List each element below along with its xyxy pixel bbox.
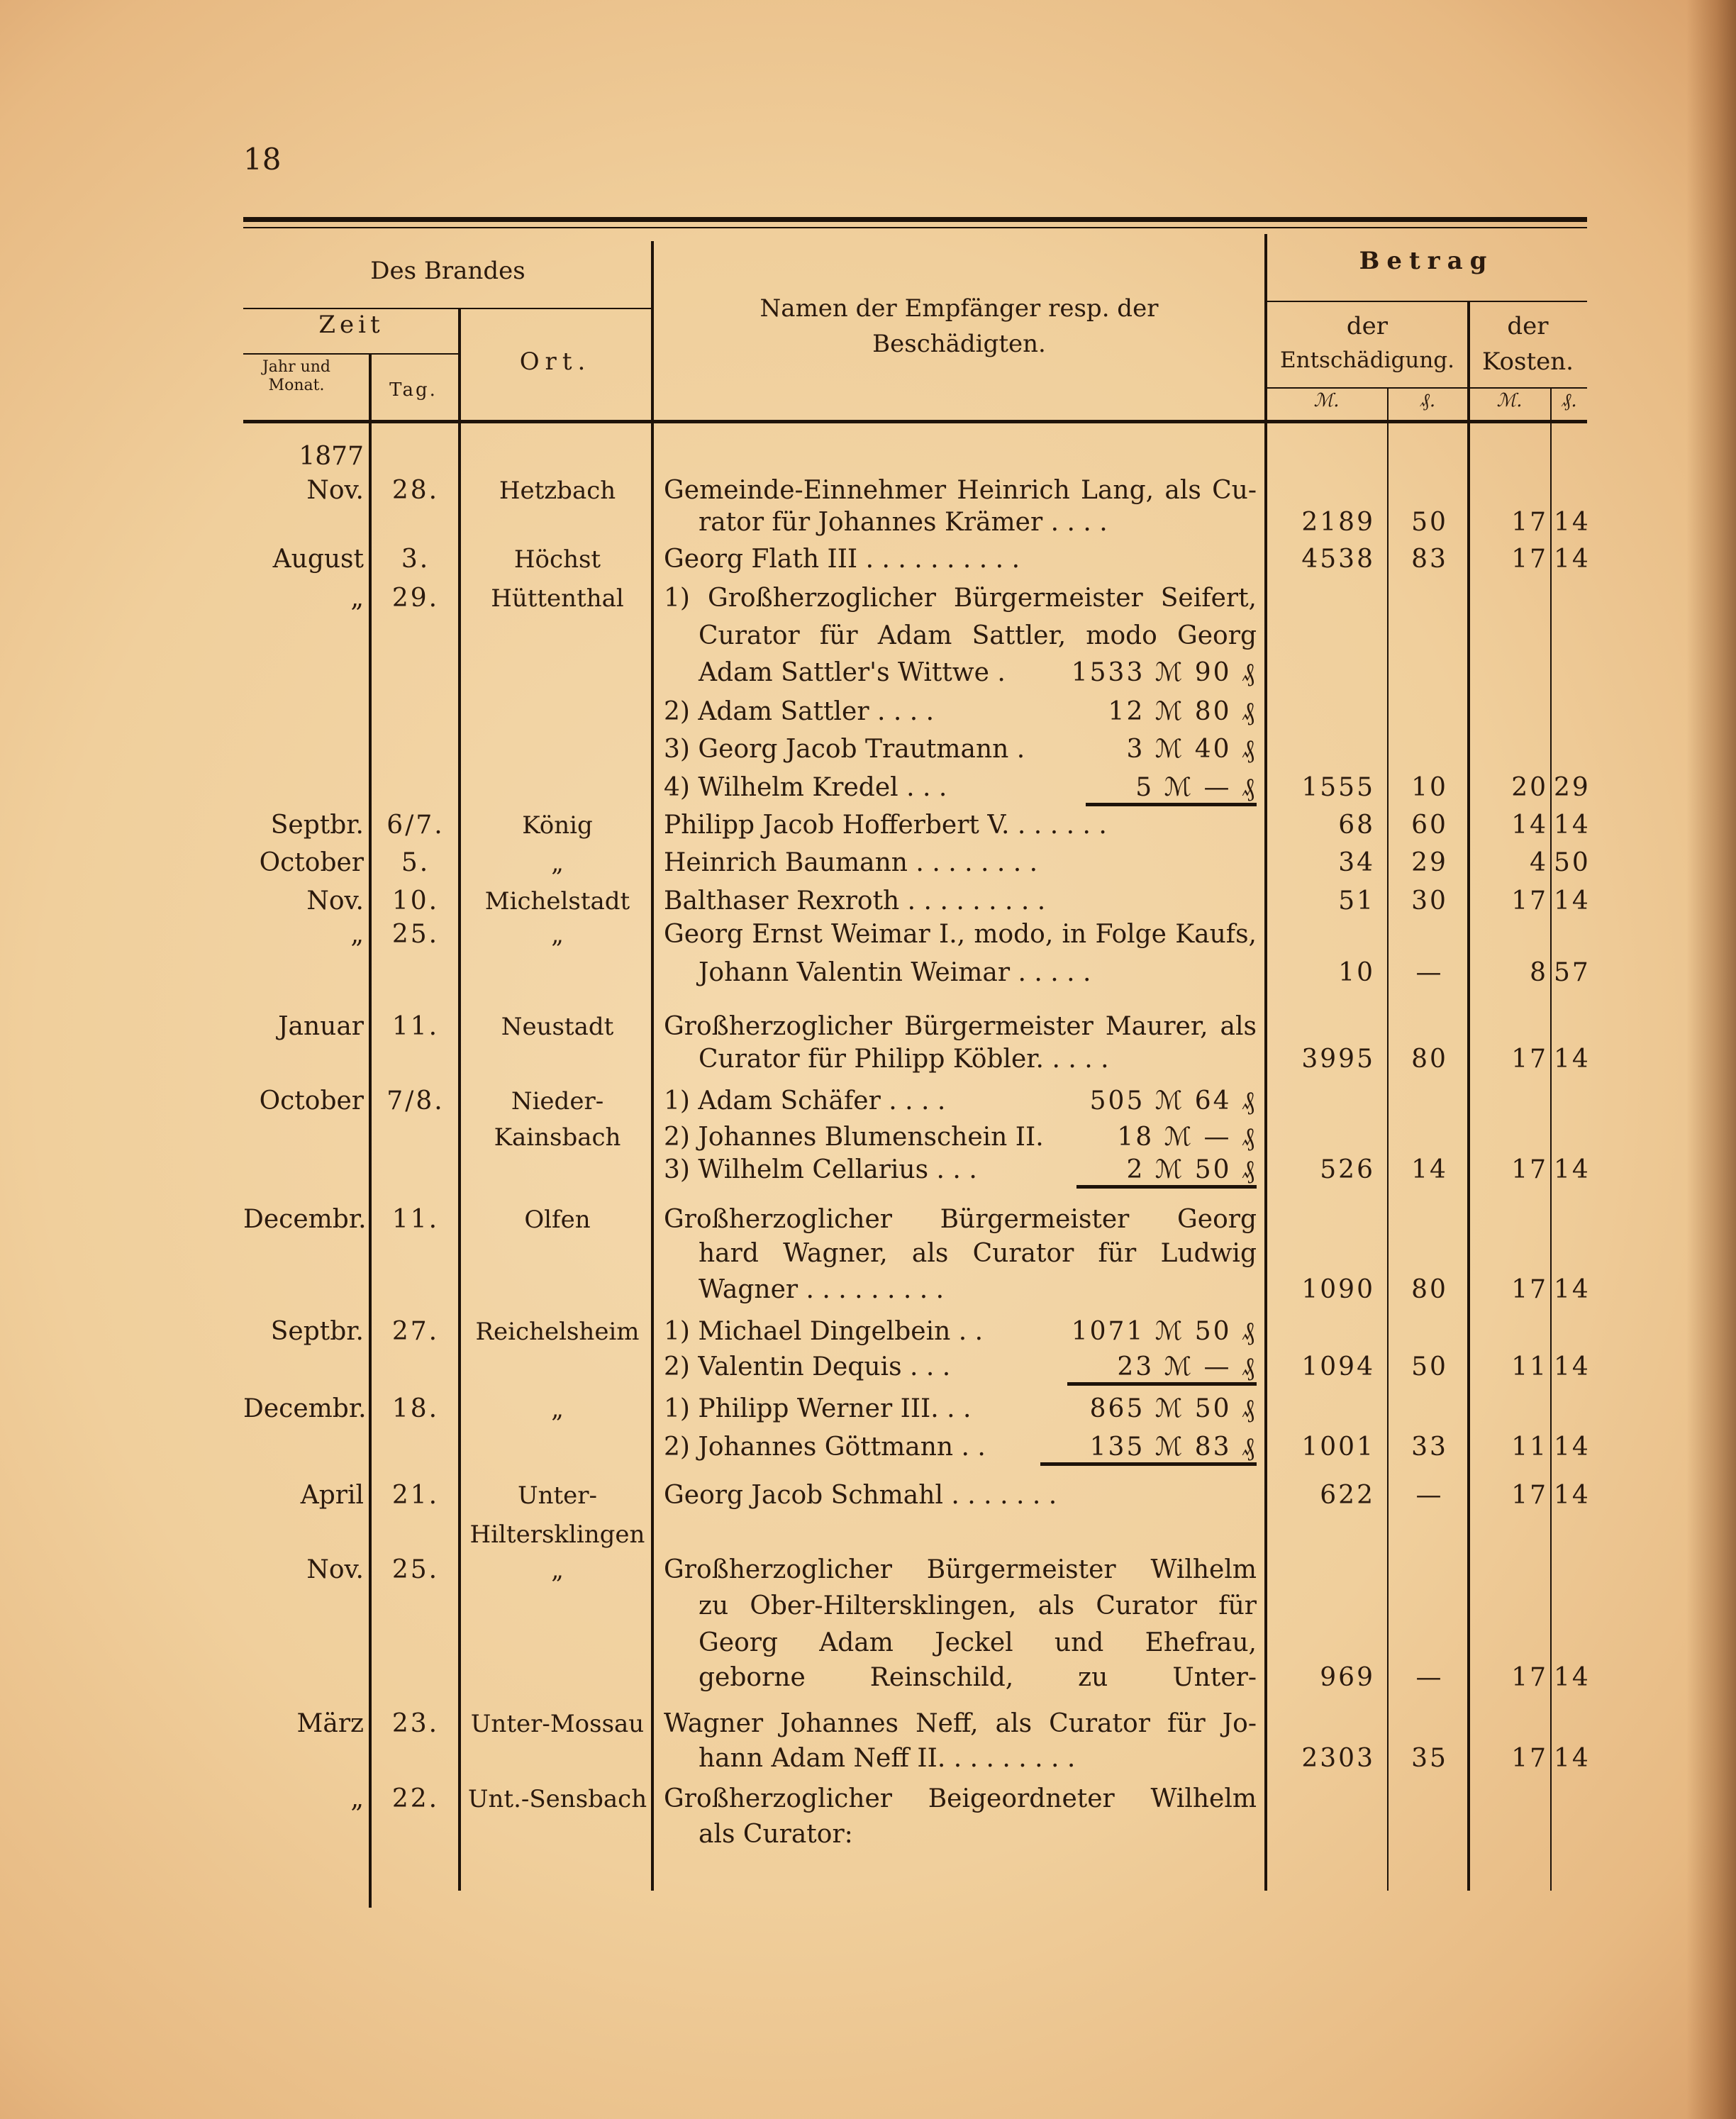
cell-kosten-mark: 17 (1511, 508, 1548, 537)
cell-kosten-pfennig: 14 (1554, 1045, 1591, 1074)
cell-place: Unter-Mossau (470, 1710, 645, 1738)
cell-partial-amount: 23 ℳ — ₰ (1067, 1349, 1257, 1386)
cell-kosten-mark: 4 (1530, 848, 1548, 877)
header-tag: Tag. (389, 379, 438, 401)
cell-entschaedigung-mark: 4538 (1301, 545, 1375, 574)
cell-recipient-name: Adam Sattler's Wittwe . (699, 658, 1006, 687)
cell-month: „ (350, 1784, 364, 1813)
cell-recipient-name: Gemeinde-Einnehmer Heinrich Lang, als Cu- (664, 476, 1257, 505)
cell-day: 28. (391, 476, 440, 505)
cell-place: Hüttenthal (491, 584, 624, 613)
cell-recipient-name: 4) Wilhelm Kredel . . . (664, 773, 947, 802)
header-kosten-mark: ℳ. (1496, 390, 1523, 411)
cell-entschaedigung-mark: 1001 (1301, 1433, 1375, 1462)
cell-day: 5. (401, 848, 430, 877)
cell-place: „ (551, 921, 564, 949)
cell-recipient-name: 3) Wilhelm Cellarius . . . (664, 1155, 977, 1184)
header-entschaedigung: Entschädigung. (1279, 347, 1454, 373)
cell-recipient-name: Johann Valentin Weimar . . . . . (699, 958, 1091, 987)
cell-partial-amount: 18 ℳ — ₰ (1117, 1123, 1257, 1152)
cell-recipient-name: hann Adam Neff II. . . . . . . . . (699, 1744, 1076, 1773)
header-betrag: Betrag (1359, 247, 1494, 275)
header-ent-pf: ₰. (1420, 390, 1436, 411)
cell-recipient-name: Georg Flath III . . . . . . . . . . (664, 545, 1020, 574)
cell-entschaedigung-mark: 1090 (1301, 1275, 1375, 1304)
cell-recipient-name: Georg Ernst Weimar I., modo, in Folge Kaufs, (664, 920, 1257, 949)
cell-kosten-pfennig: 14 (1554, 1433, 1591, 1462)
cell-month: Decembr. (243, 1394, 367, 1423)
cell-partial-amount: 505 ℳ 64 ₰ (1089, 1086, 1257, 1116)
cell-month: März (296, 1709, 364, 1738)
cell-entschaedigung-pfennig: 50 (1411, 1352, 1448, 1381)
cell-entschaedigung-mark: 68 (1338, 811, 1375, 840)
cell-kosten-pfennig: 14 (1554, 811, 1591, 840)
cell-place: Hetzbach (499, 477, 616, 505)
cell-entschaedigung-mark: 526 (1320, 1155, 1375, 1184)
cell-day: 11. (391, 1012, 440, 1041)
cell-kosten-mark: 8 (1530, 958, 1548, 987)
header-des-brandes: Des Brandes (370, 257, 525, 285)
cell-day: 11. (391, 1205, 440, 1234)
cell-place: König (522, 811, 593, 840)
cell-partial-amount: 135 ℳ 83 ₰ (1040, 1429, 1257, 1466)
cell-recipient-name: hard Wagner, als Curator für Ludwig (699, 1239, 1257, 1268)
cell-kosten-mark: 17 (1511, 1155, 1548, 1184)
divider-namen-betrag (1264, 234, 1267, 1891)
cell-entschaedigung-pfennig: 60 (1411, 811, 1448, 840)
cell-place: „ (551, 1556, 564, 1584)
cell-entschaedigung-mark: 51 (1338, 886, 1375, 916)
cell-entschaedigung-mark: 2303 (1301, 1744, 1375, 1773)
cell-partial-amount: 2 ℳ 50 ₰ (1076, 1152, 1257, 1189)
cell-month: „ (350, 584, 364, 613)
cell-month: Nov. (306, 476, 364, 505)
cell-recipient-name: 2) Valentin Dequis . . . (664, 1352, 951, 1381)
cell-partial-amount: 3 ℳ 40 ₰ (1126, 735, 1257, 764)
cell-month: October (259, 1086, 364, 1116)
cell-kosten-pfennig: 14 (1554, 1155, 1591, 1184)
cell-recipient-name: Großherzoglicher Beigeordneter Wilhelm (664, 1784, 1257, 1813)
rule-under-betrag (1266, 301, 1587, 302)
cell-entschaedigung-pfennig: — (1415, 958, 1444, 987)
cell-month: 1877 (299, 442, 364, 471)
cell-recipient-name: 2) Adam Sattler . . . . (664, 697, 935, 726)
cell-month: Nov. (306, 1555, 364, 1584)
divider-kosten-mark-pf (1550, 389, 1552, 1891)
cell-kosten-mark: 17 (1511, 1744, 1548, 1773)
cell-month: April (300, 1481, 364, 1510)
cell-entschaedigung-pfennig: 30 (1411, 886, 1448, 916)
cell-place: Unt.-Sensbach (467, 1785, 647, 1813)
cell-recipient-name: Curator für Adam Sattler, modo Georg (699, 621, 1257, 650)
cell-entschaedigung-pfennig: 80 (1411, 1275, 1448, 1304)
cell-entschaedigung-pfennig: 35 (1411, 1744, 1448, 1773)
cell-recipient-name: 1) Philipp Werner III. . . (664, 1394, 972, 1423)
cell-entschaedigung-pfennig: 50 (1411, 508, 1448, 537)
page-edge-shadow (1686, 0, 1736, 2119)
cell-partial-amount: 12 ℳ 80 ₰ (1108, 697, 1257, 726)
cell-partial-amount: 1071 ℳ 50 ₰ (1071, 1317, 1257, 1346)
cell-entschaedigung-pfennig: 14 (1411, 1155, 1448, 1184)
header-namen-line1: Namen der Empfänger resp. der (760, 294, 1159, 323)
cell-entschaedigung-pfennig: — (1415, 1663, 1444, 1692)
header-der-entschaedigung: der (1346, 312, 1389, 340)
cell-kosten-mark: 17 (1511, 1481, 1548, 1510)
cell-month: Septbr. (270, 1317, 364, 1346)
cell-entschaedigung-pfennig: 33 (1411, 1433, 1448, 1462)
cell-kosten-pfennig: 14 (1554, 1481, 1591, 1510)
cell-place: Kainsbach (494, 1123, 621, 1152)
cell-entschaedigung-pfennig: 10 (1411, 773, 1448, 802)
cell-entschaedigung-mark: 1555 (1301, 773, 1375, 802)
header-jahr-monat: Jahr und Monat. (262, 358, 331, 394)
cell-recipient-name: 2) Johannes Göttmann . . (664, 1433, 986, 1462)
cell-kosten-pfennig: 29 (1554, 773, 1591, 802)
cell-kosten-mark: 17 (1511, 886, 1548, 916)
rule-under-zeit (243, 353, 460, 355)
cell-recipient-name: Georg Adam Jeckel und Ehefrau, (699, 1628, 1257, 1657)
cell-place: Olfen (524, 1206, 591, 1234)
cell-kosten-mark: 17 (1511, 1275, 1548, 1304)
cell-kosten-pfennig: 14 (1554, 886, 1591, 916)
cell-day: 6/7. (386, 811, 445, 840)
cell-day: 25. (391, 1555, 440, 1584)
cell-place: Neustadt (501, 1013, 614, 1041)
cell-kosten-mark: 20 (1511, 773, 1548, 802)
cell-recipient-name: 3) Georg Jacob Trautmann . (664, 735, 1025, 764)
cell-kosten-mark: 17 (1511, 1663, 1548, 1692)
header-kosten-pf: ₰. (1562, 390, 1577, 411)
cell-place: Michelstadt (484, 887, 630, 916)
cell-day: 10. (391, 886, 440, 916)
cell-kosten-pfennig: 57 (1554, 958, 1591, 987)
cell-recipient-name: zu Ober-Hiltersklingen, als Curator für (699, 1591, 1257, 1620)
cell-kosten-pfennig: 14 (1554, 1352, 1591, 1381)
cell-kosten-mark: 11 (1511, 1352, 1548, 1381)
cell-recipient-name: geborne Reinschild, zu Unter- (699, 1663, 1257, 1692)
cell-month: Septbr. (270, 811, 364, 840)
cell-recipient-name: 1) Adam Schäfer . . . . (664, 1086, 946, 1116)
cell-recipient-name: Heinrich Baumann . . . . . . . . (664, 848, 1038, 877)
cell-day: 22. (391, 1784, 440, 1813)
cell-partial-amount: 1533 ℳ 90 ₰ (1071, 658, 1257, 687)
cell-recipient-name: Wagner . . . . . . . . . (699, 1275, 945, 1304)
cell-entschaedigung-mark: 622 (1320, 1481, 1375, 1510)
cell-entschaedigung-pfennig: 80 (1411, 1045, 1448, 1074)
cell-day: 21. (391, 1481, 440, 1510)
cell-recipient-name: Curator für Philipp Köbler. . . . . (699, 1045, 1109, 1074)
cell-recipient-name: Großherzoglicher Bürgermeister Maurer, als (664, 1012, 1257, 1041)
header-bottom-rule (243, 420, 1587, 423)
cell-kosten-pfennig: 14 (1554, 545, 1591, 574)
cell-recipient-name: als Curator: (699, 1820, 853, 1849)
cell-recipient-name: Balthaser Rexroth . . . . . . . . . (664, 886, 1046, 916)
cell-kosten-pfennig: 14 (1554, 1275, 1591, 1304)
cell-entschaedigung-mark: 969 (1320, 1663, 1375, 1692)
cell-recipient-name: 1) Michael Dingelbein . . (664, 1317, 984, 1346)
cell-recipient-name: Georg Jacob Schmahl . . . . . . . (664, 1481, 1057, 1510)
header-namen-line2: Beschädigten. (872, 330, 1046, 358)
cell-kosten-mark: 17 (1511, 1045, 1548, 1074)
cell-month: Decembr. (243, 1205, 367, 1234)
cell-place: „ (551, 849, 564, 877)
header-ent-mark: ℳ. (1313, 390, 1340, 411)
cell-day: 25. (391, 920, 440, 949)
cell-month: Nov. (306, 886, 364, 916)
cell-kosten-mark: 17 (1511, 545, 1548, 574)
page-number: 18 (243, 142, 282, 177)
header-zeit: Zeit (318, 311, 384, 339)
cell-entschaedigung-mark: 10 (1338, 958, 1375, 987)
cell-day: 7/8. (386, 1086, 445, 1116)
cell-recipient-name: rator für Johannes Krämer . . . . (699, 508, 1108, 537)
cell-place: Reichelsheim (475, 1318, 640, 1346)
cell-day: 3. (401, 545, 430, 574)
cell-recipient-name: Großherzoglicher Bürgermeister Georg (664, 1205, 1257, 1234)
cell-entschaedigung-pfennig: — (1415, 1481, 1444, 1510)
cell-kosten-mark: 14 (1511, 811, 1548, 840)
cell-partial-amount: 865 ℳ 50 ₰ (1089, 1394, 1257, 1423)
cell-kosten-pfennig: 14 (1554, 1744, 1591, 1773)
cell-entschaedigung-mark: 3995 (1301, 1045, 1375, 1074)
cell-entschaedigung-mark: 1094 (1301, 1352, 1375, 1381)
cell-day: 29. (391, 584, 440, 613)
cell-entschaedigung-pfennig: 83 (1411, 545, 1448, 574)
cell-month: „ (350, 920, 364, 949)
cell-day: 23. (391, 1709, 440, 1738)
rule-under-des-brandes (243, 308, 652, 309)
cell-recipient-name: 2) Johannes Blumenschein II. (664, 1123, 1044, 1152)
cell-partial-amount: 5 ℳ — ₰ (1086, 769, 1257, 806)
cell-recipient-name: Wagner Johannes Neff, als Curator für Jo- (664, 1709, 1257, 1738)
cell-place: Höchst (513, 545, 601, 574)
cell-kosten-pfennig: 14 (1554, 508, 1591, 537)
cell-month: October (259, 848, 364, 877)
header-ort: Ort. (519, 347, 591, 376)
cell-kosten-pfennig: 14 (1554, 1663, 1591, 1692)
cell-kosten-mark: 11 (1511, 1433, 1548, 1462)
cell-entschaedigung-mark: 2189 (1301, 508, 1375, 537)
divider-ent-mark-pf (1387, 389, 1389, 1891)
top-rule-thin (243, 227, 1587, 228)
cell-place: Hiltersklingen (469, 1520, 645, 1549)
header-der-kosten: der (1507, 312, 1549, 340)
cell-place: „ (551, 1395, 564, 1423)
cell-entschaedigung-pfennig: 29 (1411, 848, 1448, 877)
cell-place: Unter- (517, 1481, 598, 1510)
cell-recipient-name: 1) Großherzoglicher Bürgermeister Seifert, (664, 584, 1257, 613)
header-kosten: Kosten. (1482, 347, 1574, 376)
cell-place: Nieder- (511, 1087, 604, 1116)
rule-above-currency (1266, 387, 1587, 389)
top-rule-thick (243, 217, 1587, 222)
cell-month: Januar (278, 1012, 364, 1041)
cell-kosten-pfennig: 50 (1554, 848, 1591, 877)
cell-month: August (272, 545, 364, 574)
cell-day: 18. (391, 1394, 440, 1423)
cell-recipient-name: Philipp Jacob Hofferbert V. . . . . . . (664, 811, 1107, 840)
cell-day: 27. (391, 1317, 440, 1346)
cell-recipient-name: Großherzoglicher Bürgermeister Wilhelm (664, 1555, 1257, 1584)
cell-entschaedigung-mark: 34 (1338, 848, 1375, 877)
